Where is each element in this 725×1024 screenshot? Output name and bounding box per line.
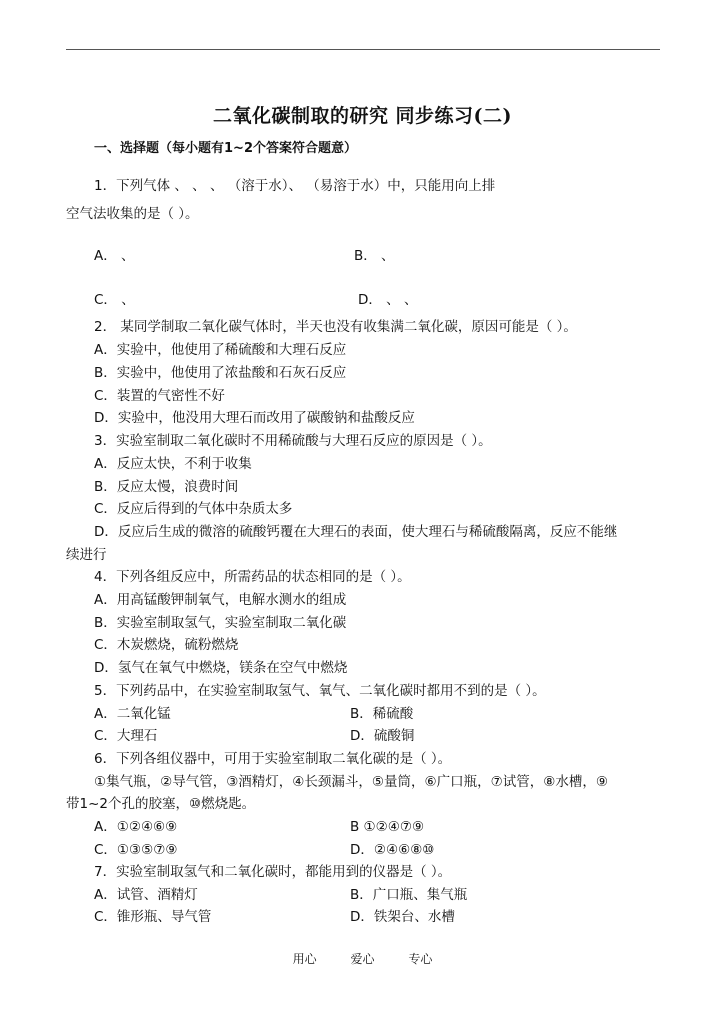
q7-option-c: C．锥形瓶、导气管 <box>94 909 212 925</box>
q1-option-b: B． 、 <box>354 248 395 264</box>
q1-option-d: D． 、 、 <box>358 292 418 308</box>
page-title: 二氧化碳制取的研究 同步练习(二) <box>212 105 513 127</box>
q3-option-c: C．反应后得到的气体中杂质太多 <box>94 501 293 517</box>
q1-stem-line1: 1．下列气体 、 、 、 （溶于水）、 （易溶于水）中，只能用向上排 <box>94 178 496 194</box>
q5-option-a: A．二氧化锰 <box>94 706 171 722</box>
q2-option-c: C．装置的气密性不好 <box>94 388 225 404</box>
q6-items-line2: 带1~2个孔的胶塞，⑩燃烧匙。 <box>66 796 256 812</box>
q3-option-b: B．反应太慢，浪费时间 <box>94 479 239 495</box>
q2-option-a: A．实验中，他使用了稀硫酸和大理石反应 <box>94 342 347 358</box>
q1-option-a: A． 、 <box>94 248 135 264</box>
q7-option-d: D．铁架台、水槽 <box>350 909 455 925</box>
q7-stem: 7．实验室制取氢气和二氧化碳时，都能用到的仪器是（ ）。 <box>94 864 452 880</box>
q4-option-c: C．木炭燃烧，硫粉燃烧 <box>94 637 239 653</box>
q5-option-d: D．硫酸铜 <box>350 728 415 744</box>
q3-option-a: A．反应太快，不利于收集 <box>94 456 252 472</box>
footer-word-3: 专心 <box>408 952 433 966</box>
q4-option-b: B．实验室制取氢气，实验室制取二氧化碳 <box>94 615 347 631</box>
q3-option-d-line2: 续进行 <box>66 547 107 563</box>
q2-option-b: B．实验中，他使用了浓盐酸和石灰石反应 <box>94 365 347 381</box>
q2-stem: 2． 某同学制取二氧化碳气体时，半天也没有收集满二氧化碳，原因可能是（ ）。 <box>94 319 577 335</box>
q1-option-c: C． 、 <box>94 292 135 308</box>
q6-option-d: D．②④⑥⑧⑩ <box>350 842 435 858</box>
q1-stem-line2: 空气法收集的是（ ）。 <box>66 206 199 222</box>
q7-option-b: B．广口瓶、集气瓶 <box>350 887 468 903</box>
header-rule <box>66 49 660 50</box>
q4-option-d: D．氢气在氧气中燃烧，镁条在空气中燃烧 <box>94 660 348 676</box>
q5-stem: 5．下列药品中，在实验室制取氢气、氧气、二氧化碳时都用不到的是（ ）。 <box>94 683 546 699</box>
q3-stem: 3．实验室制取二氧化碳时不用稀硫酸与大理石反应的原因是（ ）。 <box>94 433 492 449</box>
footer-word-1: 用心 <box>292 952 317 966</box>
q5-option-c: C．大理石 <box>94 728 158 744</box>
q2-option-d: D．实验中，他没用大理石而改用了碳酸钠和盐酸反应 <box>94 410 415 426</box>
section-heading: 一、选择题（每小题有1~2个答案符合题意） <box>94 141 357 156</box>
footer-word-2: 爱心 <box>350 952 375 966</box>
q6-option-c: C．①③⑤⑦⑨ <box>94 842 178 858</box>
page-footer <box>0 950 725 967</box>
q5-option-b: B．稀硫酸 <box>350 706 414 722</box>
q6-items-line1: ①集气瓶，②导气管，③酒精灯，④长颈漏斗，⑤量筒，⑥广口瓶，⑦试管，⑧水槽，⑨ <box>94 774 608 790</box>
q4-option-a: A．用高锰酸钾制氧气，电解水测水的组成 <box>94 592 347 608</box>
q6-option-b: B ①②④⑦⑨ <box>350 819 425 835</box>
q7-option-a: A．试管、酒精灯 <box>94 887 198 903</box>
q4-stem: 4．下列各组反应中，所需药品的状态相同的是（ ）。 <box>94 569 411 585</box>
q6-stem: 6．下列各组仪器中，可用于实验室制取二氧化碳的是（ ）。 <box>94 751 452 767</box>
q6-option-a: A．①②④⑥⑨ <box>94 819 178 835</box>
q3-option-d-line1: D．反应后生成的微溶的硫酸钙覆在大理石的表面，使大理石与稀硫酸隔离，反应不能继 <box>94 524 618 540</box>
